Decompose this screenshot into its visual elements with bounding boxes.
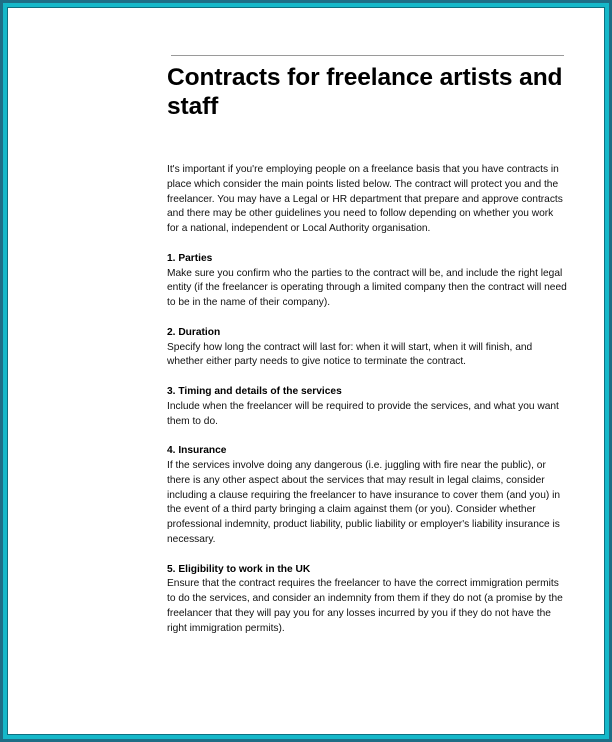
section-text: Specify how long the contract will last for: when it will start, when it will finish, and whether either party needs to give notice to terminate the contract. [167,341,533,368]
section-eligibility [167,563,567,637]
header-rule [171,55,564,56]
section-heading: 4. Insurance [167,445,227,457]
section-text: If the services involve doing any dangerous (i.e. juggling with fire near the public), or there is any other aspect about the services that may result in legal claims, consider including a clause requiring the freelancer to have insurance to cover them (and you) in the event of a third party bringing a claim against them (or you). Consider whether professional indemnity, product liability, public liability or employer's liability insurance is necessary. [167,459,561,545]
section-insurance [167,444,567,548]
section-parties [167,252,567,311]
section-duration [167,326,567,370]
section-heading: 1. Parties [167,252,213,264]
section-timing [167,385,567,429]
section-text: Make sure you confirm who the parties to the contract will be, and include the right legal entity (if the freelancer is operating through a limited company then the contract will need to be in the name of their company). [167,267,567,309]
intro-paragraph: It's important if you're employing people on a freelance basis that you have contracts in place which consider the main points listed below. The contract will protect you and the freelancer. You may have a Legal or HR department that prepare and approve contracts and there may be other guidelines you need to follow depending on whether you work for a national, independent or Local Authority organisation. [167,164,563,235]
section-text: Include when the freelancer will be required to provide the services, and what you want them to do. [167,400,559,427]
section-text: Ensure that the contract requires the freelancer to have the correct immigration permits to do the services, and consider an indemnity from them if they do not (a promise by the freelancer that they will pay you for any losses incurred by you if they do not have the right immigration permits). [167,578,563,634]
section-heading: 3. Timing and details of the services [167,385,342,397]
section-heading: 2. Duration [167,326,221,338]
section-heading: 5. Eligibility to work in the UK [167,563,311,575]
document-title: Contracts for freelance artists and staff [167,64,563,120]
document-body [167,163,567,651]
